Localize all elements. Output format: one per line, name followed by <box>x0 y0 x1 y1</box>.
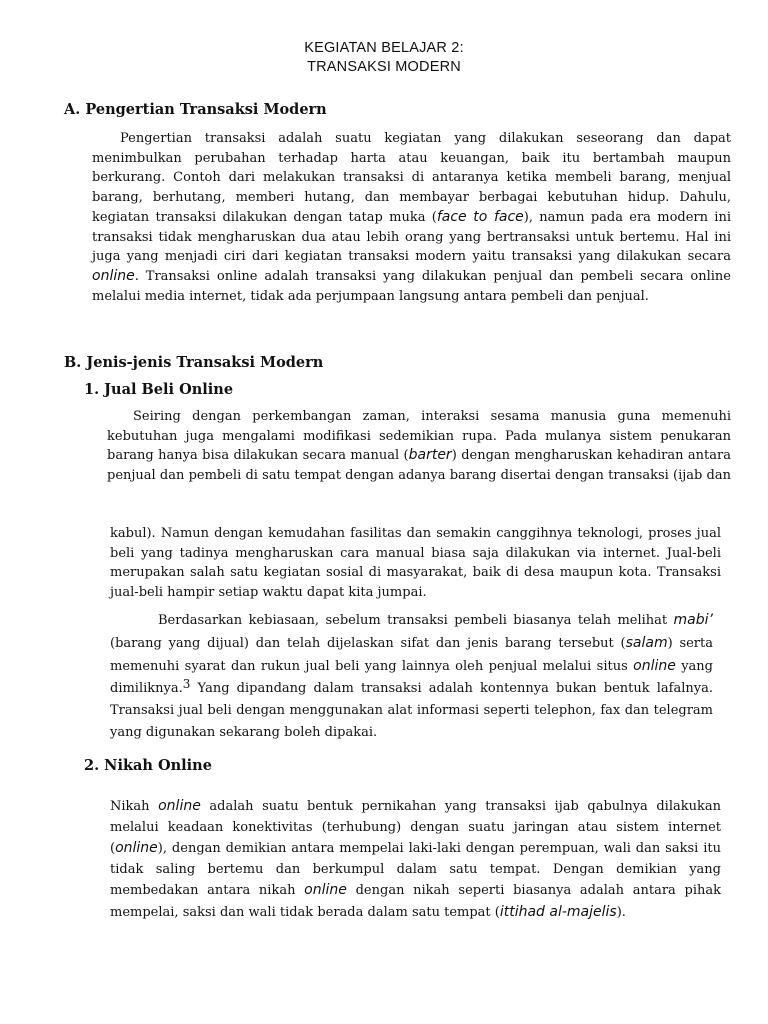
jual-beli-mabi: mabi’ <box>673 612 713 628</box>
jual-beli-online: online <box>633 658 676 674</box>
nikah-online-3: online <box>304 882 347 898</box>
nikah-text-b: adalah suatu bentuk pernikahan yang transaksi ijab qabulnya dilakukan melalui keadaan konektivitas (terhubung) dengan suatu jaringan atau sistem internet ( <box>110 799 721 856</box>
nikah-text-a: Nikah <box>110 799 159 814</box>
jual-beli-salam: salam <box>625 635 668 651</box>
section-b-heading: B. Jenis-jenis Transaksi Modern <box>64 354 324 371</box>
footnote-marker: 3 <box>182 677 191 691</box>
subsection-1-heading: 1. Jual Beli Online <box>84 381 234 398</box>
jual-beli-paragraph-2: kabul). Namun dengan kemudahan fasilitas dan semakin canggihnya teknologi, proses jual beli yang tadinya mengharuskan cara manual biasa saja dilakukan via internet. Jual-beli merupakan salah satu kegiatan sosial di masyarakat, baik di desa maupun kota. Transaksi jual-beli hampir setiap waktu dapat kita jumpai. <box>110 526 721 601</box>
section-a-face-to-face: face to face <box>436 208 524 225</box>
jual-beli-text-3b: (barang yang dijual) dan telah dijelaskan sifat dan jenis barang tersebut ( <box>110 636 626 651</box>
jual-beli-text-1a: Seiring dengan perkembangan zaman, interaksi sesama manusia guna memenuhi kebutuhan juga mengalami modifikasi sedemikian rupa. Pada mulanya sistem penukaran barang hanya bisa dilakukan secara manual ( <box>107 409 731 464</box>
page-title-line-2: TRANSAKSI MODERN <box>307 59 461 75</box>
jual-beli-text-3e: Yang dipandang dalam transaksi adalah kontennya bukan bentuk lafalnya. Transaksi jual beli dengan menggunakan alat informasi seperti telephon, fax dan telegram yang digunakan sekarang boleh dipakai. <box>110 681 713 740</box>
nikah-text-d: dengan nikah seperti biasanya adalah antara pihak mempelai, saksi dan wali tidak berada dalam satu tempat ( <box>110 883 721 920</box>
nikah-online-paragraph <box>110 796 721 923</box>
section-a-paragraph <box>92 129 731 306</box>
section-a-text-1: Pengertian transaksi adalah suatu kegiatan yang dilakukan seseorang dan dapat menimbulkan perubahan terhadap harta atau keuangan, baik itu bertambah maupun berkurang. Contoh dari melakukan transaksi di antaranya ketika membeli barang, menjual barang, berhutang, memberi hutang, dan membayar berbagai kebutuhan hidup. Dahulu, kegiatan transaksi dilakukan dengan tatap muka ( <box>92 131 731 225</box>
section-a-text-2: ), namun pada era modern ini transaksi tidak mengharuskan dua atau lebih orang yang bertransaksi untuk bertemu. Hal ini juga yang menjadi ciri dari kegiatan transaksi modern yaitu transaksi yang dilakukan secara <box>92 209 731 265</box>
nikah-online-2: online <box>115 840 158 856</box>
jual-beli-text-3d: yang dimiliknya. <box>110 659 713 696</box>
page-title-line-1: KEGIATAN BELAJAR 2: <box>304 40 464 56</box>
section-a-text-3: . Transaksi online adalah transaksi yang dilakukan penjual dan pembeli secara online melalui media internet, tidak ada perjumpaan langsung antara pembeli dan penjual. <box>92 268 731 304</box>
nikah-online-1: online <box>158 798 201 814</box>
jual-beli-text-1b: ) dengan mengharuskan kehadiran antara penjual dan pembeli di satu tempat dengan adanya barang disertai dengan transaksi (ijab dan <box>107 448 731 484</box>
jual-beli-paragraph-1 <box>107 407 731 486</box>
jual-beli-paragraph-3 <box>110 609 713 744</box>
section-a-online: online <box>92 267 135 284</box>
nikah-text-e: ). <box>616 904 626 920</box>
nikah-ittihad: ittihad al-majelis <box>499 903 617 920</box>
jual-beli-text-3c: ) serta memenuhi syarat dan rukun jual beli yang lainnya oleh penjual melalui situs <box>110 636 713 674</box>
section-a-heading: A. Pengertian Transaksi Modern <box>64 101 327 118</box>
jual-beli-text-3a: Berdasarkan kebiasaan, sebelum transaksi pembeli biasanya telah melihat <box>158 613 674 628</box>
subsection-2-heading: 2. Nikah Online <box>84 757 212 774</box>
jual-beli-barter: barter <box>408 447 452 464</box>
nikah-text-c: ), dengan demikian antara mempelai laki-laki dengan perempuan, wali dan saksi itu tidak saling bertemu dan berkumpul dalam satu tempat. Dengan demikian yang membedakan antara nikah <box>110 841 721 898</box>
